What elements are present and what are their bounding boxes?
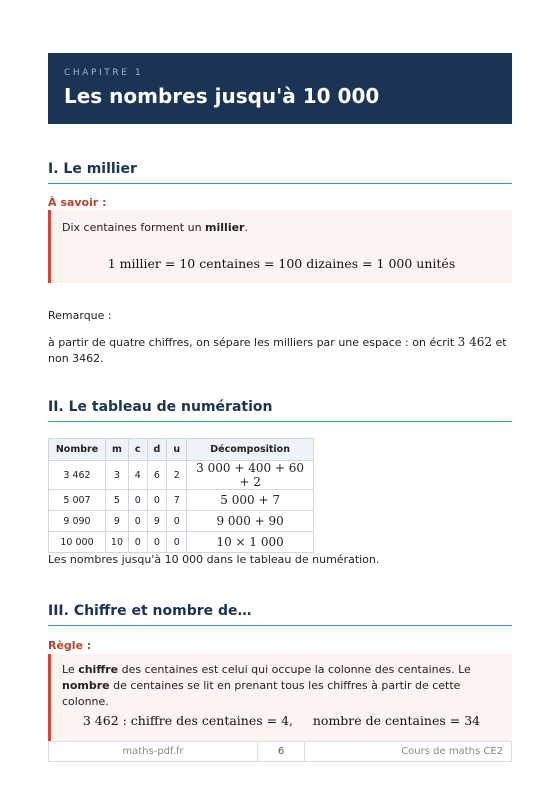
chapter-banner [48,53,512,124]
savoir-box [48,210,512,283]
col-header-c: c [128,439,147,461]
section-title-millier: I. Le millier [48,161,512,184]
remarque-math: 3 462 [457,335,493,349]
col-header-d: d [147,439,167,461]
remarque-text-start: à partir de quatre chiffres, on sépare les milliers par une espace : on écrit [48,336,458,349]
regle-text-bold-nombre: nombre [62,679,110,692]
cell-u: 7 [167,490,187,511]
regle-box [48,654,512,741]
col-header-u: u [167,439,187,461]
col-header-decomposition: Décomposition [187,439,314,461]
footer-page-number: 6 [258,742,305,761]
col-header-m: m [106,439,129,461]
cell-m: 3 [106,461,129,490]
regle-label: Règle : [48,639,92,652]
regle-text-2: des centaines est celui qui occupe la colonne des centaines. Le [118,663,471,676]
regle-text-3: de centaines se lit en prenant tous les chiffres à partir de cette colonne. [62,679,461,708]
savoir-formula: 1 millier = 10 centaines = 100 dizaines = 1 000 unités [107,256,456,271]
cell-decomposition: 9 000 + 90 [187,511,314,532]
table-row [49,490,314,511]
savoir-text-end: . [244,221,248,234]
numeration-table [48,438,314,553]
regle-text-1: Le [62,663,79,676]
section-title-tableau: II. Le tableau de numération [48,399,512,422]
table-row [49,461,314,490]
cell-nombre: 10 000 [49,532,106,553]
cell-c: 0 [128,490,147,511]
regle-text-bold-chiffre: chiffre [78,663,119,676]
savoir-text-bold: millier [205,221,245,234]
footer-site: maths-pdf.fr [49,742,258,761]
col-header-nombre: Nombre [49,439,106,461]
table-caption: Les nombres jusqu'à 10 000 dans le tableau de numération. [48,553,380,566]
cell-d: 9 [147,511,167,532]
page-footer [48,741,512,762]
cell-nombre: 3 462 [49,461,106,490]
cell-c: 0 [128,532,147,553]
chapter-title: Les nombres jusqu'à 10 000 [64,84,380,108]
cell-c: 0 [128,511,147,532]
cell-m: 9 [106,511,129,532]
cell-u: 0 [167,532,187,553]
savoir-label: À savoir : [48,196,107,209]
footer-course: Cours de maths CE2 [401,746,503,757]
cell-decomposition: 5 000 + 7 [187,490,314,511]
regle-formula: 3 462 : chiffre des centaines = 4, nombre de centaines = 34 [82,713,481,728]
table-row [49,511,314,532]
cell-m: 5 [106,490,129,511]
cell-d: 6 [147,461,167,490]
cell-nombre: 9 090 [49,511,106,532]
cell-u: 2 [167,461,187,490]
remarque-label: Remarque : [48,309,112,322]
cell-decomposition: 10 × 1 000 [187,532,314,553]
cell-m: 10 [106,532,129,553]
regle-text [62,662,500,710]
savoir-text-start: Dix centaines forment un [62,221,206,234]
cell-decomposition: 3 000 + 400 + 60 + 2 [187,461,314,490]
cell-d: 0 [147,532,167,553]
cell-u: 0 [167,511,187,532]
chapter-kicker: CHAPITRE 1 [64,68,144,78]
cell-c: 4 [128,461,147,490]
remarque-text-end: et non 3462. [48,336,507,365]
table-header-row [49,439,314,461]
remarque-text [48,334,512,367]
savoir-text [62,220,500,236]
cell-nombre: 5 007 [49,490,106,511]
cell-d: 0 [147,490,167,511]
section-title-chiffre-nombre: III. Chiffre et nombre de… [48,603,512,626]
table-row [49,532,314,553]
